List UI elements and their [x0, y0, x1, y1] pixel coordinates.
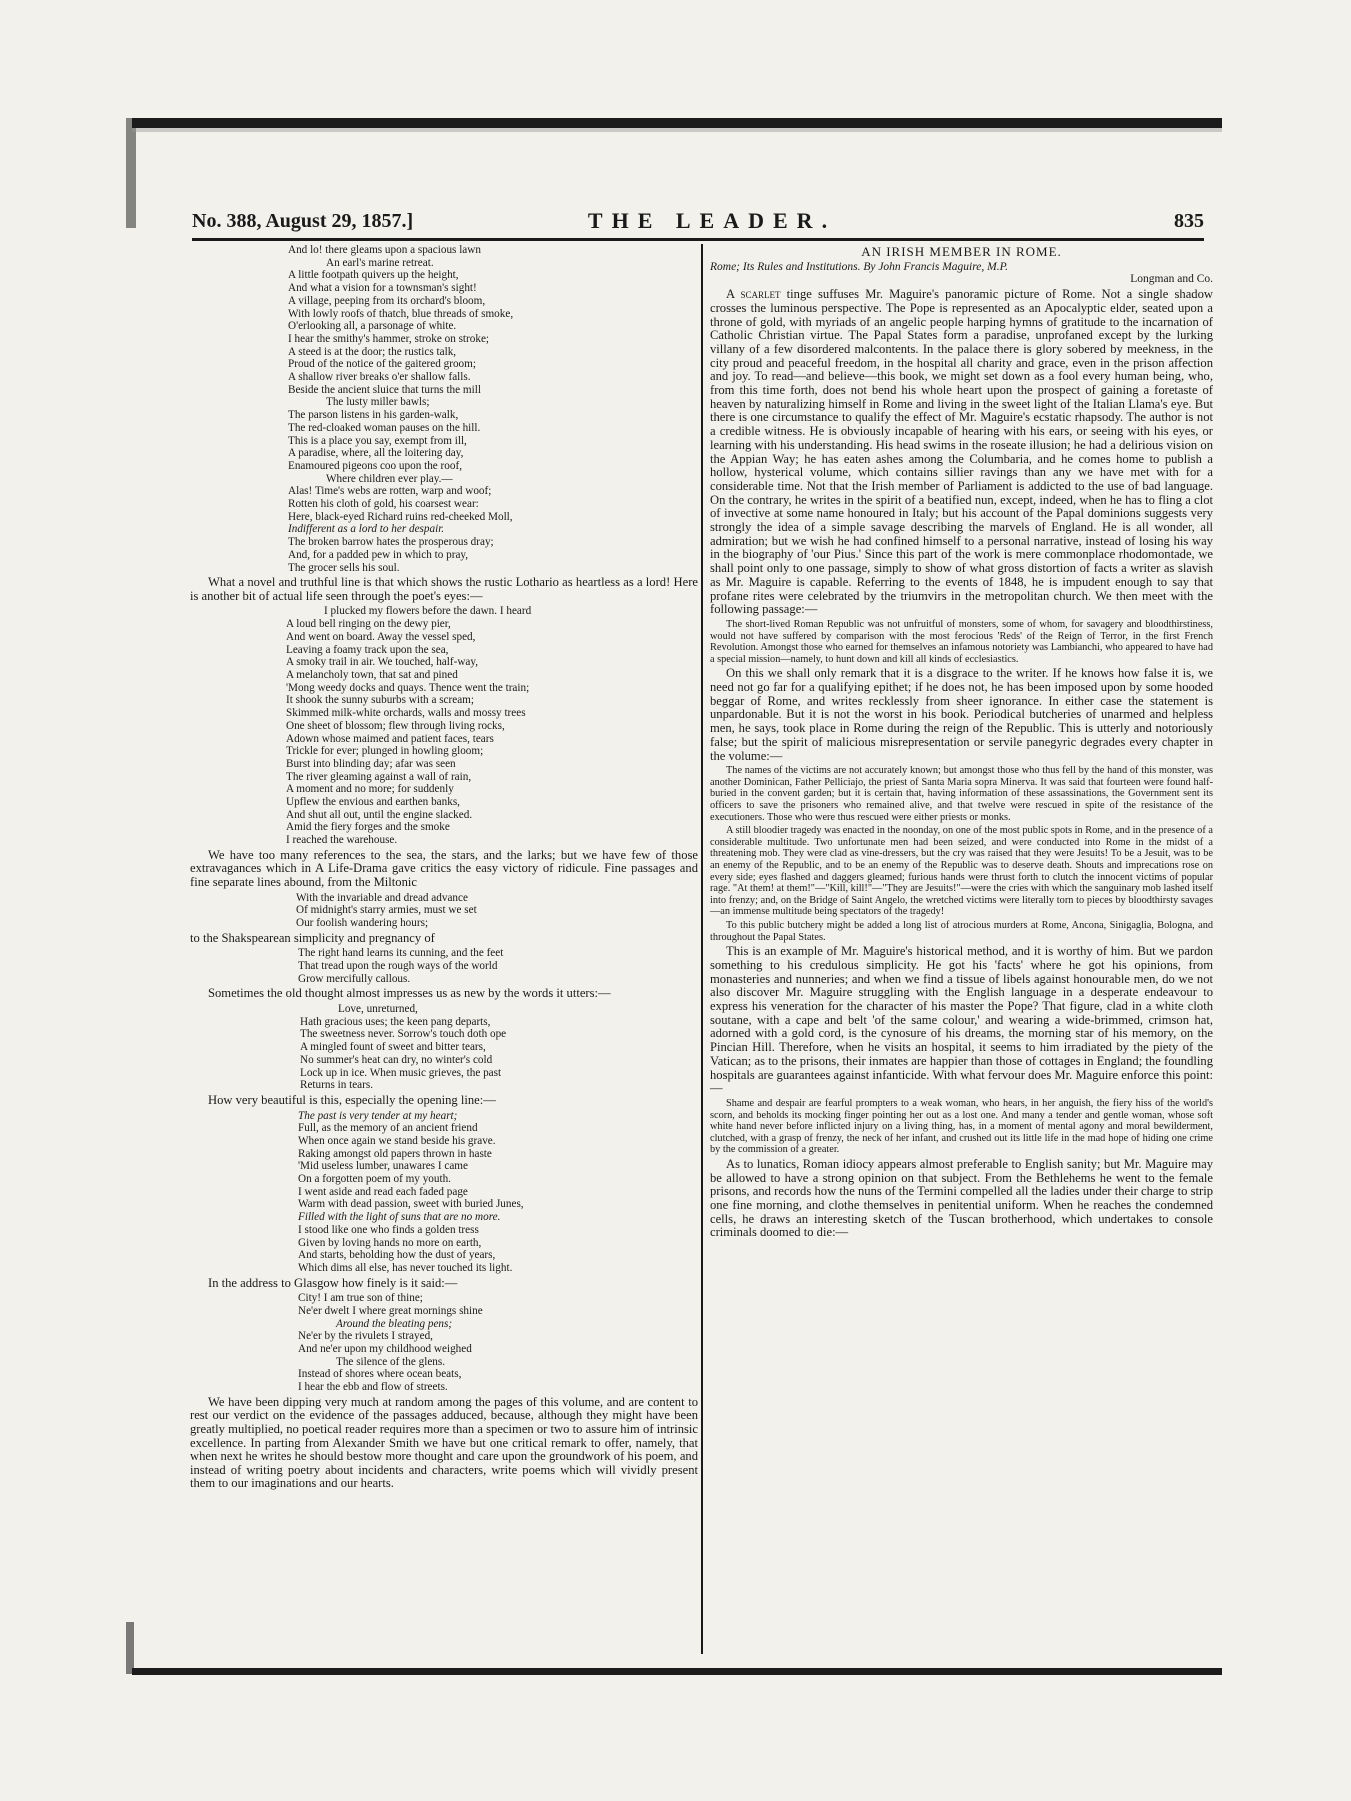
verse-line: With the invariable and dread advance: [296, 891, 468, 904]
verse-line: I went aside and read each faded page: [298, 1185, 468, 1198]
verse-line: The past is very tender at my heart;: [298, 1109, 458, 1122]
verse-line: Full, as the memory of an ancient friend: [298, 1122, 478, 1135]
verse-line: A paradise, where, all the loitering day,: [288, 447, 464, 460]
paragraph: to the Shakspearean simplicity and pregnancy of: [190, 930, 435, 945]
issue-date: No. 388, August 29, 1857.]: [192, 210, 414, 232]
verse-line: This is a place you say, exempt from ill,: [288, 434, 467, 447]
verse-line: I hear the smithy's hammer, stroke on stroke;: [288, 332, 490, 345]
verse-line: Beside the ancient sluice that turns the mill: [288, 383, 481, 396]
block-quote: Shame and despair are fearful prompters to a weak woman, who hears, in her anguish, the fiery hiss of the world's scorn, and beholds its mocking finger pointing her out as a lost one. And many a tender and gentle woman, whose soft white hand never before inflicted injury on a living thing, has, in a moment of mental agony and moral bewilderment, clutched, with a grasp of frenzy, the neck of her infant, and crushed out its little life in the mad hope of hiding one crime by the commission of a greater.: [710, 1097, 1213, 1156]
verse-line: On a forgotten poem of my youth.: [298, 1173, 451, 1186]
verse-line: Proud of the notice of the gaitered groom;: [288, 358, 476, 371]
verse-line: The right hand learns its cunning, and the feet: [298, 947, 504, 960]
verse-line: Indifferent as a lord to her despair.: [288, 523, 445, 536]
verse-line: I stood like one who finds a golden tress: [298, 1223, 479, 1236]
verse-line: Amid the fiery forges and the smoke: [286, 821, 450, 834]
verse-line: Here, black-eyed Richard ruins red-cheeked Moll,: [288, 510, 513, 523]
paragraph: We have too many references to the sea, the stars, and the larks; but we have few of those extravagances which in A Life-Drama gave critics the easy victory of ridicule. Fine passages and fine separate lines abound, from the Miltonic: [190, 847, 698, 890]
masthead-rule: [192, 238, 1204, 241]
verse-line: O'erlooking all, a parsonage of white.: [288, 320, 457, 333]
closing-paragraph: We have been dipping very much at random among the pages of this volume, and are content to rest our verdict on the evidence of the passages adduced, because, although they might have been greatly multiplied, no poetical reader requires more than a specimen or two to assure him of intrinsic excellence. In parting from Alexander Smith we have but one critical remark to offer, namely, that when next he writes he should bestow more thought and care upon the groundwork of his poem, and instead of writing poetry about incidents and characters, write poems which will vividly present them to our imaginations and our hearts.: [190, 1394, 698, 1491]
page-top-border: [132, 118, 1222, 128]
paragraph-text: tinge suffuses Mr. Maguire's panoramic picture of Rome. Not a single shadow crosses the luminous perspective. The Pope is represented as an Apocalyptic elder, seated upon a throne of gold, with myriads of an angelic people harping hymns of gratitude to the incarnation of Catholic Christian virtue. The Papal States form a paradise, unprofaned except by the lurking villany of a few disordered malcontents. In the palace there is glory sobered by meekness, in the city proud and peaceful freedom, in the hospital all charity and grace, even in the prison affection and joy. To read—and believe—this book, we might set down as a fool every human being, who, from this time forth, does not bend his whole heart upon the prospect of gaining a foretaste of heaven by naturalizing himself in Rome and living in the sweet light of the Italian Llama's eye. But there is one circumstance to qualify the effect of Mr. Maguire's ecstatic rhapsody. The author is not a credible witness. He is obviously incapable of hearing with his ears, or seeing with his eyes, or learning with his understanding. His head swims in the roseate illusion; he had a delirious vision on the Appian Way; he has eaten ashes among the Columbaria, and he comes home to publish a hollow, hysterical volume, which contains sillier ravings than any we have met with for a considerable time. Not that the Irish member of Parliament is addicted to the use of bad language. On the contrary, he writes in the spirit of a beatified nun, except, indeed, when he has to fling a clot of invective at some name honoured in Italy; but his account of the Papal dominions suggests very strongly the idea of a simple savage describing the marvels of England. He is all wonder, all admiration; but we wish he had confined himself to a personal narrative, instead of losing his way in the biography of 'our Pius.' Since this part of the work is mere commonplace rhodomontade, we shall point only to one passage, simply to show of what gross distortion of facts a writer as slavish as Mr. Maguire is capable. Referring to the events of 1848, he is impudent enough to say that profane rites were celebrated by the triumvirs in the metropolitan church. We then meet with the following passage:—: [710, 287, 1213, 617]
verse-line: A smoky trail in air. We touched, half-way,: [286, 656, 479, 669]
book-citation: Rome; Its Rules and Institutions. By John Francis Maguire, M.P.: [710, 260, 1009, 273]
drop-lead: A scarlet: [726, 287, 781, 302]
verse-line: Around the bleating pens;: [336, 1317, 453, 1330]
verse-line: 'Mong weedy docks and quays. Thence went the train;: [286, 681, 530, 694]
verse-line: The broken barrow hates the prosperous dray;: [288, 536, 494, 549]
paragraph: What a novel and truthful line is that which shows the rustic Lothario as heartless as a lord! Here is another bit of actual life seen through the poet's eyes:—: [190, 575, 698, 603]
verse-line: Given by loving hands no more on earth,: [298, 1236, 482, 1249]
verse-line: Where children ever play.—: [326, 472, 453, 485]
poem-excerpt-past: [190, 1110, 698, 1275]
poem-excerpt-village: [190, 244, 698, 574]
verse-line: A village, peeping from its orchard's bloom,: [288, 294, 486, 307]
verse-line: A steed is at the door; the rustics talk,: [288, 345, 457, 358]
block-quote: The names of the victims are not accurately known; but amongst those who thus fell by the hand of this monster, was another Dominican, Father Pelliciajo, the priest of Santa Maria sopra Minerva. It was said that fourteen were found half-buried in the convent garden; but it is certain that, having information of these assassinations, the Government sent its officers to save the prisoners who remained alive, and that twelve were rescued in spite of the resistance of the executioners. Those who were thus rescued were either priests or monks.: [710, 765, 1213, 823]
verse-line: I hear the ebb and flow of streets.: [298, 1381, 448, 1394]
poem-excerpt-glasgow: [190, 1292, 698, 1394]
verse-line: Alas! Time's webs are rotten, warp and woof;: [288, 485, 492, 498]
verse-line: Skimmed milk-white orchards, walls and mossy trees: [286, 707, 526, 720]
verse-line: I reached the warehouse.: [286, 834, 398, 847]
page-bottom-border: [132, 1668, 1222, 1675]
verse-line: A little footpath quivers up the height,: [288, 269, 459, 282]
verse-line: And shut all out, until the engine slacked.: [286, 808, 473, 821]
verse-line: The red-cloaked woman pauses on the hill.: [288, 421, 481, 434]
verse-line: The parson listens in his garden-walk,: [288, 409, 459, 422]
verse-line: And, for a padded pew in which to pray,: [288, 548, 469, 561]
block-quote: To this public butchery might be added a long list of atrocious murders at Rome, Ancona, Sinigaglia, Bologna, and throughout the Papal States.: [710, 920, 1213, 943]
verse-line: Of midnight's starry armies, must we set: [296, 904, 477, 917]
scan-margin-mark: [126, 1622, 134, 1674]
verse-line: A mingled fount of sweet and bitter tears,: [300, 1041, 486, 1054]
verse-line: Lock up in ice. When music grieves, the past: [300, 1066, 502, 1079]
paragraph: How very beautiful is this, especially the opening line:—: [208, 1092, 496, 1107]
verse-line: Warm with dead passion, sweet with buried Junes,: [298, 1198, 524, 1211]
verse-line: It shook the sunny suburbs with a scream;: [286, 694, 474, 707]
left-column: [190, 244, 698, 1493]
masthead: [192, 210, 1204, 238]
verse-line: Upflew the envious and earthen banks,: [286, 796, 460, 809]
verse-line: Returns in tears.: [300, 1079, 374, 1092]
scan-margin-mark: [126, 118, 136, 228]
paragraph: As to lunatics, Roman idiocy appears almost preferable to English sanity; but Mr. Maguire may be allowed to have a strong opinion on that subject. From the Bethlehems he went to the female prisons, and records how the nuns of the Termini compelled all the ladies under their charge to strip one fine morning, and clothe themselves in penitential uniform. When he reaches the condemned cells, he draws an interesting sketch of the Tuscan brotherhood, which undertakes to console criminals doomed to die:—: [710, 1156, 1213, 1240]
column-divider: [701, 244, 703, 1654]
verse-line: Our foolish wandering hours;: [296, 917, 429, 930]
verse-line: One sheet of blossom; flew through living rocks,: [286, 719, 505, 732]
verse-line: A loud bell ringing on the dewy pier,: [286, 618, 451, 631]
verse-line: And lo! there gleams upon a spacious lawn: [288, 244, 481, 256]
verse-line: Adown whose maimed and patient faces, tears: [286, 732, 494, 745]
block-quote: The short-lived Roman Republic was not unfruitful of monsters, some of whom, for savagery and bloodthirstiness, would not have suffered by comparison with the most ferocious 'Reds' of the Reign of Terror, in the first French Revolution. Amongst those who earned for themselves an infamous notoriety was Lambianchi, who appeared to have had a special mission—namely, to hunt down and kill all kinds of ecclesiastics.: [710, 618, 1213, 665]
verse-line: The sweetness never. Sorrow's touch doth ope: [300, 1028, 507, 1041]
right-column: [710, 244, 1213, 1242]
poem-excerpt-shakspearean: [190, 947, 698, 985]
verse-line: No summer's heat can dry, no winter's cold: [300, 1053, 493, 1066]
verse-line: City! I am true son of thine;: [298, 1292, 423, 1305]
verse-line: With lowly roofs of thatch, blue threads of smoke,: [288, 307, 514, 320]
page-top-shadow: [132, 128, 1222, 132]
verse-line: And what a vision for a townsman's sight!: [288, 282, 477, 295]
verse-line: And went on board. Away the vessel sped,: [286, 630, 476, 643]
article-title: AN IRISH MEMBER IN ROME.: [861, 244, 1062, 259]
verse-line: Ne'er dwelt I where great mornings shine: [298, 1304, 483, 1317]
verse-line: And ne'er upon my childhood weighed: [298, 1343, 472, 1356]
verse-line: A shallow river breaks o'er shallow falls.: [288, 371, 471, 384]
verse-line: Filled with the light of suns that are no more.: [298, 1211, 501, 1224]
verse-line: Grow mercifully callous.: [298, 972, 411, 985]
poem-excerpt-miltonic: [190, 892, 698, 930]
verse-line: 'Mid useless lumber, unawares I came: [298, 1160, 468, 1173]
verse-line: Love, unreturned,: [338, 1003, 418, 1016]
verse-line: A moment and no more; for suddenly: [286, 783, 454, 796]
verse-line: Which dims all else, has never touched its light.: [298, 1261, 513, 1274]
poem-excerpt-journey: [190, 605, 698, 846]
paragraph: Sometimes the old thought almost impresses us as new by the words it utters:—: [208, 986, 611, 1001]
newspaper-title: THE LEADER.: [587, 208, 837, 233]
block-quote: A still bloodier tragedy was enacted in the noonday, on one of the most public spots in Rome, and in the presence of a considerable multitude. Two unfortunate men had been seized, and were conducted into Rome in the midst of a threatening mob. They were clad as vine-dressers, but the cry was raised that they were Jesuits! To be a Jesuit, was to be an enemy of the Republic, and to be an enemy of the Republic was to deserve death. Shouts and imprecations rose on every side; eyes flashed and daggers gleamed; furious hands were thrust forth to clutch the innocent victims of popular rage. "At them! at them!"—"Kill, kill!"—"They are Jesuits!"—were the cries with which the sanguinary mob lashed itself into frenzy; and, on the Bridge of Saint Angelo, the wretched victims were literally torn to pieces by bloodthirsty savages—an immense multitude being spectators of the tragedy!: [710, 825, 1213, 918]
verse-line: Burst into blinding day; afar was seen: [286, 757, 456, 770]
verse-line: Rotten his cloth of gold, his coarsest wear:: [288, 498, 479, 511]
verse-line: Trickle for ever; plunged in howling gloom;: [286, 745, 484, 758]
paragraph: [710, 288, 1213, 617]
verse-line: An earl's marine retreat.: [326, 256, 434, 269]
verse-line: Hath gracious uses; the keen pang departs,: [300, 1015, 491, 1028]
verse-line: When once again we stand beside his grave.: [298, 1134, 496, 1147]
verse-line: The river gleaming against a wall of rain,: [286, 770, 472, 783]
verse-line: Instead of shores where ocean beats,: [298, 1368, 462, 1381]
verse-line: The grocer sells his soul.: [288, 561, 400, 574]
verse-line: The silence of the glens.: [336, 1355, 446, 1368]
page-number: 835: [1174, 210, 1204, 232]
verse-line: I plucked my flowers before the dawn. I heard: [324, 605, 532, 618]
paragraph: This is an example of Mr. Maguire's historical method, and it is worthy of him. But we pardon something to his credulous simplicity. He got his 'facts' where he got his opinions, from monasteries and nunneries; and when we find a tissue of libels against honourable men, do we not also discover Mr. Maguire struggling with the English language in a desperate endeavour to express his veneration for the character of his master the Pope? That figure, clad in a white cloth soutane, with a cape and belt 'of the same colour,' and wearing a wide-brimmed, crimson hat, adorned with a gold cord, is the cynosure of his dreams, the morning star of his memory, on the Pincian Hill. Therefore, when he visits an hospital, it seems to him irradiated by the piety of the Vatican; as to the prisons, their inmates are happier than those of cottages in England; the foundling hospitals are guarantees against infanticide. With what fervour does Mr. Maguire enforce this point:—: [710, 944, 1213, 1096]
poem-excerpt-love: [190, 1003, 698, 1092]
paragraph: On this we shall only remark that it is a disgrace to the writer. If he knows how false it is, we need not go far for a qualifying epithet; if he does not, he has been imposed upon by some hooded beggar of Rome, and writes recklessly from sheer ignorance. In either case the statement is unpardonable. But it is not the worst in his book. Periodical butcheries of unarmed and helpless men, he says, took place in Rome during the reign of the Republic. This is utterly and notoriously false; but the spirit of malicious misrepresentation or servile panegyric degrades every chapter in the volume:—: [710, 666, 1213, 763]
verse-line: The lusty miller bawls;: [326, 396, 430, 409]
verse-line: That tread upon the rough ways of the world: [298, 960, 498, 973]
verse-line: Leaving a foamy track upon the sea,: [286, 643, 449, 656]
verse-line: A melancholy town, that sat and pined: [286, 668, 458, 681]
verse-line: Raking amongst old papers thrown in haste: [298, 1147, 492, 1160]
verse-line: And starts, beholding how the dust of years,: [298, 1249, 496, 1262]
verse-line: Enamoured pigeons coo upon the roof,: [288, 459, 462, 472]
verse-line: Ne'er by the rivulets I strayed,: [298, 1330, 433, 1343]
publisher: Longman and Co.: [1130, 273, 1213, 286]
paragraph: In the address to Glasgow how finely is it said:—: [208, 1275, 458, 1290]
